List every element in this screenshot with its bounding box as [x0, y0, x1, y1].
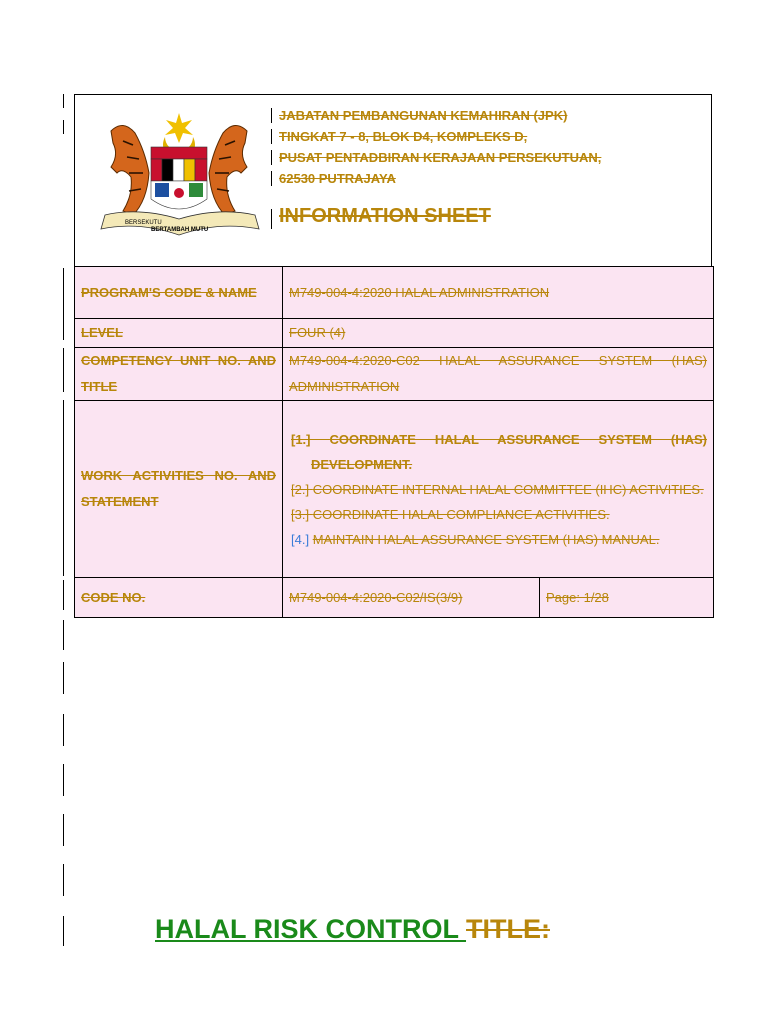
- code-label: CODE NO.: [75, 578, 283, 618]
- work-activity-number: [3.]: [291, 506, 310, 522]
- work-activities-list: [283, 401, 714, 578]
- program-value: M749-004-4:2020 HALAL ADMINISTRATION: [283, 267, 714, 319]
- info-table: [74, 266, 714, 618]
- change-bar: [63, 400, 64, 576]
- competency-unit-label: COMPETENCY UNIT NO. AND TITLE: [75, 348, 283, 401]
- work-activity-item: [289, 427, 707, 477]
- work-activities-label: WORK ACTIVITIES NO. AND STATEMENT: [75, 401, 283, 578]
- work-activity-item: [289, 527, 707, 552]
- document-header: [74, 94, 712, 266]
- work-activity-number: [1.]: [291, 431, 311, 447]
- work-activity-number: [2.]: [291, 481, 310, 497]
- change-bar: [63, 714, 64, 746]
- work-activity-text: COORDINATE HALAL COMPLIANCE ACTIVITIES.: [312, 506, 610, 522]
- change-bar: [63, 916, 64, 946]
- table-row: [75, 267, 714, 319]
- table-row: [75, 578, 714, 618]
- change-bar: [63, 120, 64, 134]
- sheet-title: INFORMATION SHEET: [271, 205, 491, 228]
- work-activity-text: COORDINATE INTERNAL HALAL COMMITTEE (IHC) ACTIVITIES.: [312, 481, 704, 497]
- document-title: [155, 914, 550, 945]
- change-bar: [63, 662, 64, 694]
- work-activity-item: [289, 502, 707, 527]
- work-activity-item: [289, 477, 707, 502]
- title-main: HALAL RISK CONTROL: [155, 914, 467, 944]
- page-number: Page: 1/28: [540, 578, 714, 618]
- crest-motto-text: BERTAMBAH MUTU: [151, 227, 209, 233]
- change-bar: [63, 268, 64, 340]
- program-label: PROGRAM'S CODE & NAME: [75, 267, 283, 319]
- change-bar: [63, 94, 64, 108]
- agency-address: [271, 105, 601, 189]
- table-row: [75, 401, 714, 578]
- change-bar: [63, 814, 64, 846]
- change-bar: [63, 620, 64, 650]
- change-bar: [63, 864, 64, 896]
- address-line: 62530 PUTRAJAYA: [271, 168, 601, 189]
- code-value: M749-004-4:2020-C02/IS(3/9): [283, 578, 540, 618]
- address-line: JABATAN PEMBANGUNAN KEMAHIRAN (JPK): [271, 105, 601, 126]
- change-bar: [63, 764, 64, 796]
- competency-unit-value: M749-004-4:2020-C02 HALAL ASSURANCE SYSTEM (HAS) ADMINISTRATION: [283, 348, 714, 401]
- work-activity-number: [4.]: [291, 531, 310, 547]
- work-activity-text: COORDINATE HALAL ASSURANCE SYSTEM (HAS) DEVELOPMENT.: [311, 431, 707, 472]
- address-line: TINGKAT 7 - 8, BLOK D4, KOMPLEKS D,: [271, 126, 601, 147]
- change-bar: [63, 580, 64, 610]
- level-value: FOUR (4): [283, 319, 714, 348]
- address-line: PUSAT PENTADBIRAN KERAJAAN PERSEKUTUAN,: [271, 147, 601, 168]
- coat-of-arms-icon: [89, 111, 269, 241]
- level-label: LEVEL: [75, 319, 283, 348]
- title-struck: TITLE:: [466, 914, 550, 944]
- table-row: [75, 319, 714, 348]
- change-bar: [63, 348, 64, 392]
- crest-ribbon-text: BERSEKUTU: [125, 220, 162, 226]
- table-row: [75, 348, 714, 401]
- work-activity-text: MAINTAIN HALAL ASSURANCE SYSTEM (HAS) MANUAL.: [312, 531, 660, 547]
